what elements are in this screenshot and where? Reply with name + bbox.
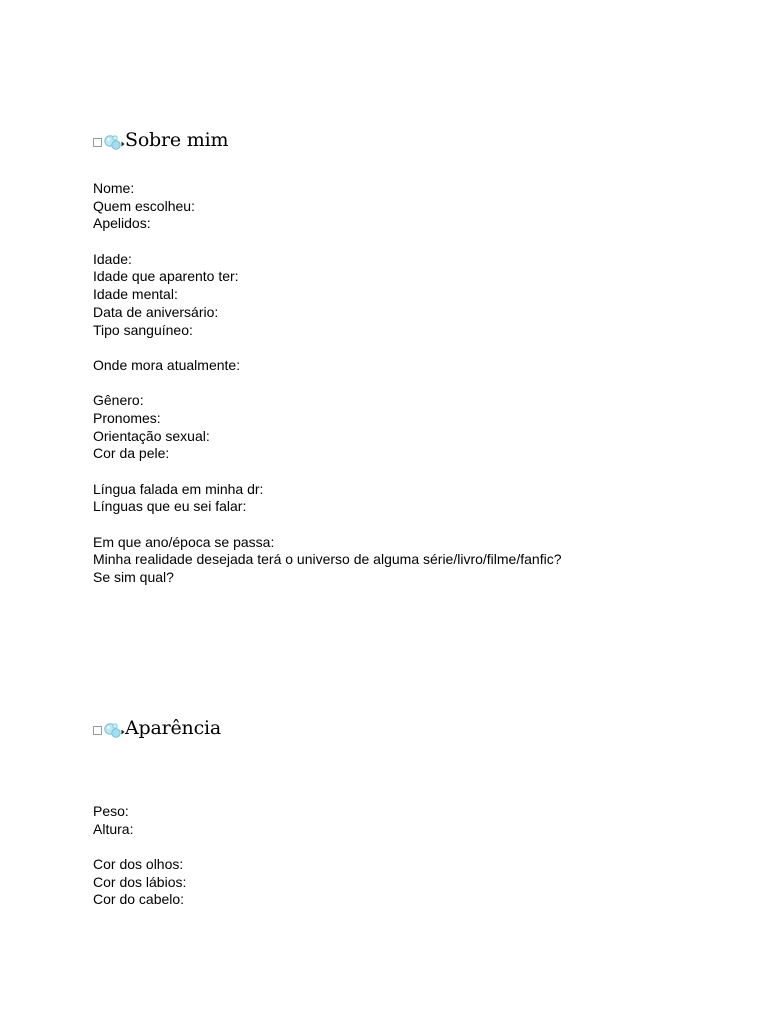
blank-line: [93, 838, 186, 856]
field-label: Apelidos:: [93, 215, 151, 232]
field-label: Cor do cabelo:: [93, 891, 185, 908]
section-title: Sobre mim: [125, 129, 229, 151]
field-label: Idade mental:: [93, 286, 178, 303]
field-label: Pronomes:: [93, 409, 161, 426]
field-label: Nome:: [93, 180, 135, 196]
field-label: Data de aniversário:: [93, 303, 219, 320]
field-label: Em que ano/época se passa:: [93, 533, 275, 550]
small-square-icon: [93, 138, 102, 147]
field-label: Peso:: [93, 803, 129, 819]
field-label: Altura:: [93, 820, 134, 837]
field-label: Cor dos lábios:: [93, 873, 187, 890]
section-heading-aparencia: [93, 714, 221, 742]
field-label: Idade que aparento ter:: [93, 268, 239, 285]
field-label: Idade:: [93, 250, 132, 267]
blank-line: [93, 375, 561, 393]
field-label: Cor da pele:: [93, 445, 170, 462]
field-list-sobre-mim: [93, 180, 561, 587]
blank-line: [93, 463, 561, 481]
blank-line: [93, 516, 561, 534]
bubbles-icon: [103, 720, 125, 740]
field-label: Línguas que eu sei falar:: [93, 498, 247, 515]
field-label: Língua falada em minha dr:: [93, 480, 264, 497]
field-label: Cor dos olhos:: [93, 856, 184, 873]
blank-line: [93, 339, 561, 357]
field-label: Onde mora atualmente:: [93, 356, 241, 373]
section-heading-sobre-mim: [93, 126, 228, 154]
bubbles-icon: [103, 132, 125, 152]
field-label: Se sim qual?: [93, 569, 174, 586]
field-list-aparencia: [93, 803, 186, 909]
section-title: Aparência: [125, 717, 222, 739]
blank-line: [93, 233, 561, 251]
field-label: Orientação sexual:: [93, 427, 210, 444]
small-square-icon: [93, 726, 102, 735]
field-label: Gênero:: [93, 392, 144, 409]
field-label: Tipo sanguíneo:: [93, 321, 193, 338]
field-label: Minha realidade desejada terá o universo de alguma série/livro/filme/fanfic?: [93, 551, 562, 568]
field-label: Quem escolheu:: [93, 197, 195, 214]
